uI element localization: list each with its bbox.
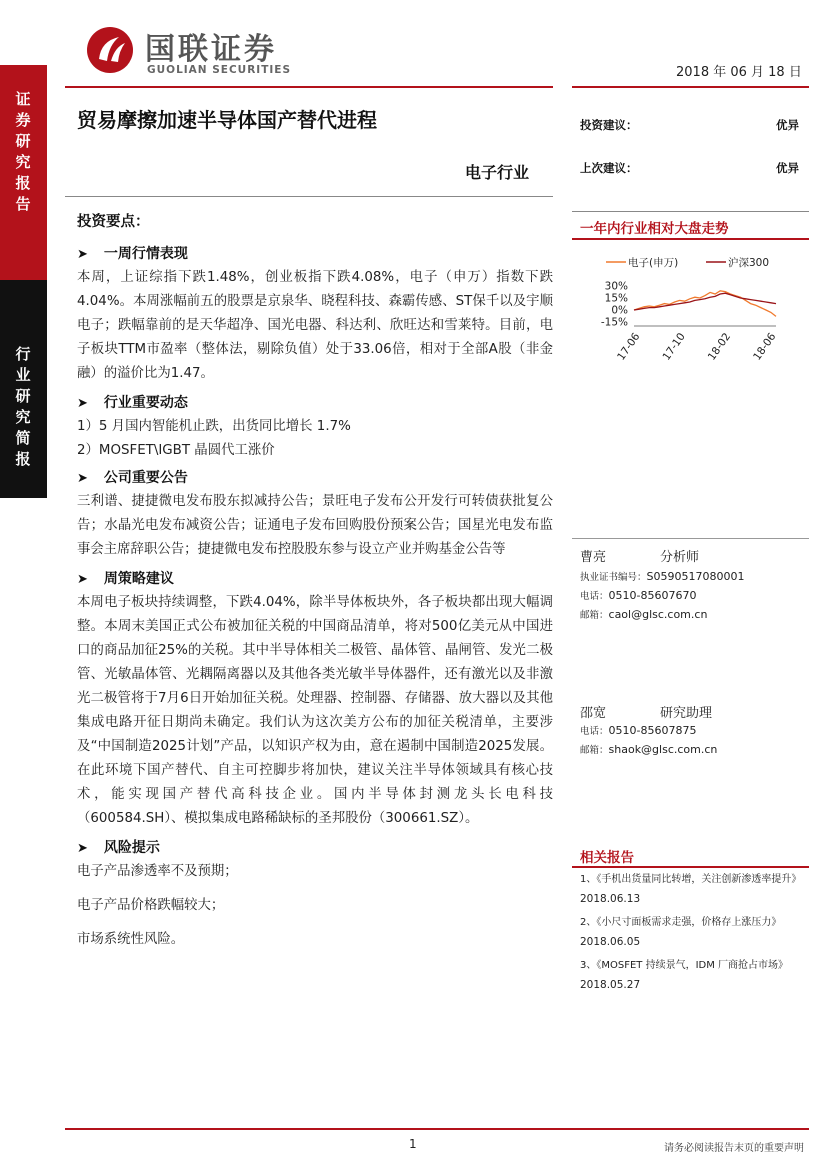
section-body: 本周，上证综指下跌1.48%，创业板指下跌4.08%，电子（申万）指数下跌4.04%。本周涨幅前五的股票是京泉华、晓程科技、森霸传感、ST保千以及宇顺电子；跌幅靠前的是天华超净、国光电器、科达利、欣旺达和雪莱特。目前，电子板块TTM市盈率（整体法，剔除负值）处于33.06倍，相对于全部A股（非金融）的溢价比为1.47。	[77, 270, 553, 381]
related-report-title[interactable]: 2、《小尺寸面板需求走强，价格存上涨压力》	[580, 917, 782, 928]
main-content	[77, 210, 553, 952]
section-heading: 行业重要动态	[103, 395, 188, 411]
arrow-bullet-icon: ➤	[77, 247, 88, 262]
related-reports-heading: 相关报告	[580, 850, 634, 866]
analyst-card	[580, 546, 809, 626]
analyst-email-row	[580, 607, 707, 621]
report-date: 2018 年 06 月 18 日	[676, 65, 802, 80]
related-report-date: 2018.05.27	[580, 979, 641, 991]
sidebar-label-top: 证券研究报告	[15, 90, 31, 213]
analyst-phone-row	[580, 588, 696, 602]
section-heading-row	[77, 392, 553, 412]
section-industry-news	[77, 392, 553, 463]
section-heading: 周策略建议	[103, 571, 174, 587]
company-name: 国联证券	[145, 32, 277, 67]
x-tick-label: 18-06	[751, 330, 779, 363]
analyst-name: 曹亮	[580, 550, 607, 565]
section-heading-row	[77, 837, 553, 857]
company-logo	[85, 22, 310, 78]
section-risk-warning	[77, 837, 553, 952]
chart-top-divider	[572, 211, 809, 212]
related-report-date: 2018.06.13	[580, 893, 641, 905]
analyst-email-label: 邮箱：	[580, 610, 609, 621]
analyst-phone-label: 电话：	[580, 726, 609, 737]
analyst-phone-row	[580, 723, 696, 737]
analyst-email[interactable]: shaok@glsc.com.cn	[608, 743, 718, 756]
company-name-en: GUOLIAN SECURITIES	[147, 64, 291, 76]
section-heading: 一周行情表现	[103, 246, 188, 262]
section-weekly-performance	[77, 243, 553, 386]
related-report-title[interactable]: 1、《手机出货量同比转增，关注创新渗透率提升》	[580, 874, 802, 885]
analyst-cert-label: 执业证书编号：	[580, 572, 647, 583]
legend-label: 电子(申万)	[628, 257, 679, 269]
chart-title: 一年内行业相对大盘走势	[580, 221, 729, 237]
section-body: 三利谱、捷捷微电发布股东拟减持公告；景旺电子发布公开发行可转债获批复公告；水晶光电发布减资公告；证通电子发布回购股份预案公告；国星光电发布监事会主席辞职公告；捷捷微电发布控股股东参与设立产业并购基金公告等	[77, 494, 553, 557]
x-tick-label: 18-02	[705, 330, 734, 363]
analyst-phone: 0510-85607875	[608, 724, 697, 737]
page-number: 1	[409, 1137, 417, 1151]
section-heading: 风险提示	[103, 840, 160, 856]
arrow-bullet-icon: ➤	[77, 396, 88, 411]
related-report-item[interactable]	[580, 872, 812, 915]
arrow-bullet-icon: ➤	[77, 841, 88, 856]
section-heading: 公司重要公告	[103, 470, 188, 486]
analyst-phone-label: 电话：	[580, 591, 609, 602]
section-company-announcements	[77, 467, 553, 562]
section-weekly-strategy	[77, 568, 553, 831]
y-tick-label: 0%	[611, 304, 628, 317]
footer-disclaimer: 请务必阅读报告末页的重要声明	[664, 1143, 804, 1154]
y-tick-label: 30%	[604, 280, 628, 293]
title-divider	[65, 196, 553, 197]
y-tick-label: 15%	[604, 292, 628, 305]
header-divider	[65, 86, 553, 88]
analysts-divider	[572, 538, 809, 539]
section-heading-row	[77, 243, 553, 263]
report-title: 贸易摩擦加速半导体国产替代进程	[77, 108, 377, 132]
legend-label: 沪深300	[728, 257, 770, 269]
analyst-name: 邵宽	[580, 706, 607, 721]
rating-current-label: 投资建议：	[580, 118, 638, 132]
rating-current-value: 优异	[776, 118, 799, 132]
related-report-date: 2018.06.05	[580, 936, 641, 948]
analyst-role: 分析师	[660, 550, 700, 565]
rating-previous-label: 上次建议：	[580, 161, 638, 175]
sidebar-report-category	[0, 280, 47, 498]
rating-previous-value: 优异	[776, 161, 799, 175]
industry-name: 电子行业	[465, 163, 530, 182]
header-divider-right	[572, 86, 809, 88]
related-report-list	[580, 872, 812, 1001]
footer-divider	[65, 1128, 809, 1130]
chart-title-divider	[572, 238, 809, 240]
analyst-phone: 0510-85607670	[608, 589, 697, 602]
risk-item: 市场系统性风险。	[77, 932, 185, 947]
section-body: 本周电子板块持续调整，下跌4.04%，除半导体板块外，各子板块都出现大幅调整。本周末美国正式公布被加征关税的中国商品清单，将对500亿美元从中国进口的商品加征25%的关税。其中半导体相关二极管、晶体管、晶闸管、发光二极管、光敏晶体管、光耦隔离器以及其他各类光敏半导体器件，还有激光以及非激光二极管将于7月6日开始加征关税。处理器、控制器、存储器、放大器以及其他集成电路开征日期尚未确定。我们认为这次美方公布的加征关税清单，主要涉及“中国制造2025计划”产品，以知识产权为由，意在遏制中国制造2025发展。在此环境下国产替代、自主可控脚步将加快，建议关注半导体领域具有核心技术，能实现国产替代高科技企业。国内半导体封测龙头长电科技（600584.SH）、模拟集成电路稀缺标的圣邦股份（300661.SZ）。	[77, 595, 553, 826]
related-report-title[interactable]: 3、《MOSFET 持续景气，IDM 厂商抢占市场》	[580, 960, 789, 971]
related-reports-divider	[572, 866, 809, 868]
analyst-email-row	[580, 742, 717, 756]
series-line	[634, 291, 776, 317]
relative-performance-chart	[572, 248, 809, 388]
analyst-role: 研究助理	[660, 706, 713, 721]
x-tick-label: 17-06	[615, 330, 643, 363]
analyst-cert-row	[580, 569, 744, 583]
logo-emblem-icon	[85, 25, 135, 75]
news-item: 1）5 月国内智能机止跌，出货同比增长 1.7%	[77, 419, 351, 434]
arrow-bullet-icon: ➤	[77, 572, 88, 587]
related-report-item[interactable]	[580, 915, 812, 958]
related-report-item[interactable]	[580, 958, 812, 1001]
y-tick-label: -15%	[600, 316, 628, 329]
section-heading-row	[77, 467, 553, 487]
news-item: 2）MOSFET\IGBT 晶圆代工涨价	[77, 443, 275, 458]
analyst-email-label: 邮箱：	[580, 745, 609, 756]
analyst-email[interactable]: caol@glsc.com.cn	[608, 608, 708, 621]
risk-item: 电子产品价格跌幅较大；	[77, 898, 225, 913]
arrow-bullet-icon: ➤	[77, 471, 88, 486]
key-points-heading: 投资要点：	[77, 214, 150, 230]
section-heading-row	[77, 568, 553, 588]
risk-item: 电子产品渗透率不及预期；	[77, 864, 238, 879]
chart-svg	[572, 248, 809, 388]
analyst-cert: S0590517080001	[646, 570, 745, 583]
analyst-card	[580, 702, 809, 762]
sidebar-report-type	[0, 65, 47, 280]
x-tick-label: 17-10	[660, 330, 688, 363]
sidebar-label-bottom: 行业研究简报	[15, 345, 31, 468]
